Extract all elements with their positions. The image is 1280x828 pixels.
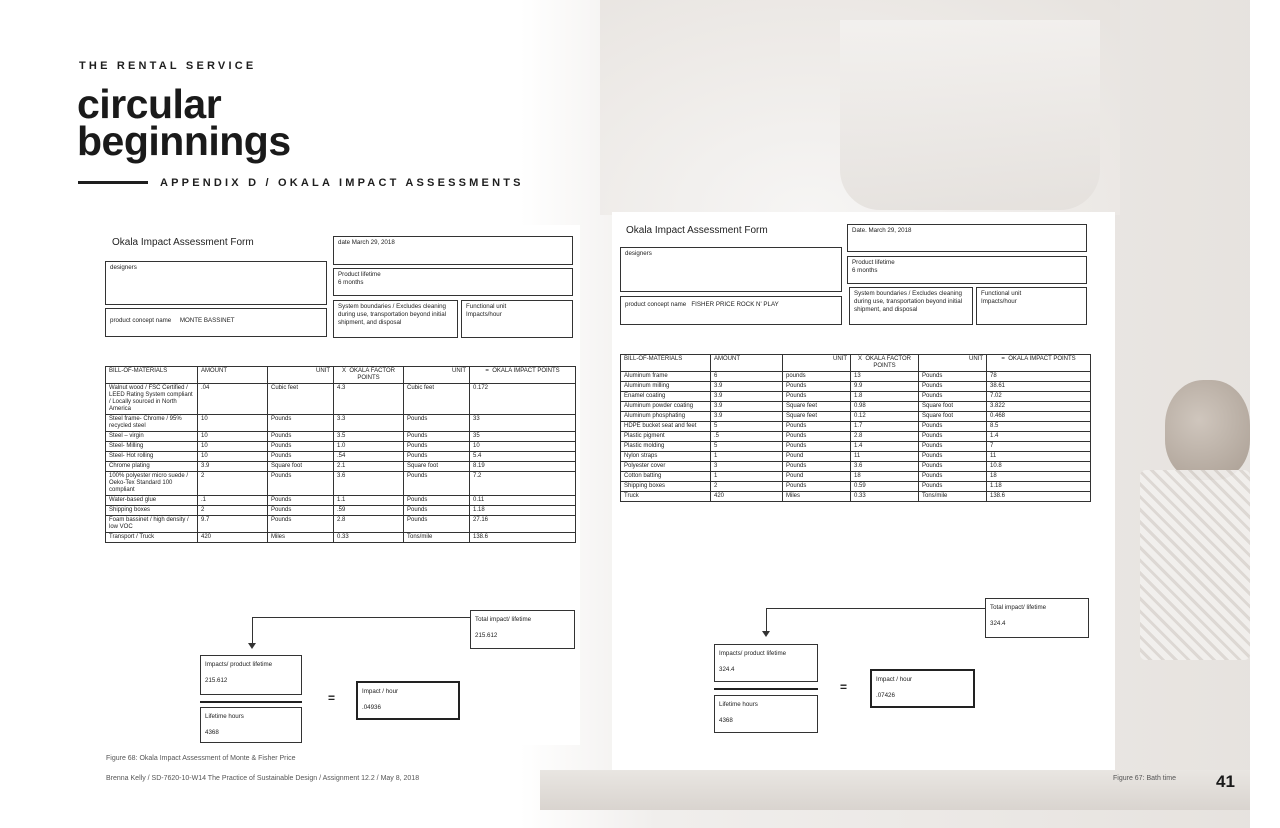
impact-cell: 33 (470, 415, 576, 432)
material-cell: Polyester cover (621, 462, 711, 472)
amount-cell: 420 (198, 533, 268, 543)
table-row (621, 452, 1091, 462)
material-cell: Aluminum frame (621, 372, 711, 382)
material-cell: Foam bassinet / high density / low VOC (106, 516, 198, 533)
impact-cell: 1.4 (987, 432, 1091, 442)
header-factor (851, 355, 919, 372)
title-rule (78, 181, 148, 184)
header-factor (334, 367, 404, 384)
factor-unit-cell: Pounds (919, 462, 987, 472)
total-impact-value: 215.612 (475, 632, 498, 639)
iph-label: Impact / hour (876, 676, 913, 683)
title-line-1: circular (77, 81, 222, 127)
material-cell: Steel- Milling (106, 442, 198, 452)
unit-cell: Square foot (268, 462, 334, 472)
factor-unit-cell: Pounds (919, 422, 987, 432)
date-box (847, 224, 1087, 252)
material-cell: Nylon straps (621, 452, 711, 462)
lifetime-label: Product lifetime (338, 271, 381, 278)
factor-unit-cell: Pounds (404, 442, 470, 452)
header-impact (987, 355, 1091, 372)
unit-cell: Pounds (268, 516, 334, 533)
material-cell: Steel frame- Chrome / 95% recycled steel (106, 415, 198, 432)
header-impact (470, 367, 576, 384)
amount-cell: 3.9 (711, 392, 783, 402)
amount-cell: 5 (711, 422, 783, 432)
impact-cell: 10 (470, 442, 576, 452)
unit-cell: Pound (783, 472, 851, 482)
arrow-horizontal (252, 617, 470, 618)
amount-cell: 3 (711, 462, 783, 472)
amount-cell: .04 (198, 384, 268, 415)
material-cell: Steel- Hot rolling (106, 452, 198, 462)
hours-label: Lifetime hours (719, 701, 758, 708)
impact-cell: 78 (987, 372, 1091, 382)
header-impact-label: OKALA IMPACT POINTS (492, 368, 560, 374)
figure-caption: Figure 68: Okala Impact Assessment of Monte & Fisher Price (106, 755, 296, 762)
impact-cell: 38.61 (987, 382, 1091, 392)
material-cell: Cotton batting (621, 472, 711, 482)
factor-cell: 0.33 (851, 492, 919, 502)
header-bom: BILL-OF-MATERIALS (106, 367, 198, 384)
background-photo-toy (1165, 380, 1250, 480)
material-cell: Shipping boxes (106, 506, 198, 516)
ppl-value: 324.4 (719, 666, 735, 673)
page-number: 41 (1216, 772, 1235, 791)
table-row (621, 442, 1091, 452)
total-impact-box (985, 598, 1089, 638)
table-row (106, 462, 576, 472)
form-right (612, 212, 1115, 770)
amount-cell: 5 (711, 442, 783, 452)
amount-cell: 3.9 (711, 382, 783, 392)
date-box (333, 236, 573, 265)
material-cell: Aluminum milling (621, 382, 711, 392)
factor-unit-cell: Pounds (404, 415, 470, 432)
amount-cell: 10 (198, 415, 268, 432)
material-cell: 100% polyester micro suede / Oeko-Tex Standard 100 compliant (106, 472, 198, 496)
factor-cell: 2.1 (334, 462, 404, 472)
impact-cell: 8.19 (470, 462, 576, 472)
lifetime-label: Product lifetime (852, 259, 895, 266)
impact-cell: 27.16 (470, 516, 576, 533)
header-equals: = (1001, 356, 1005, 362)
page-title (77, 81, 291, 164)
factor-unit-cell: Pounds (919, 382, 987, 392)
table-row (621, 382, 1091, 392)
total-impact-label: Total impact/ lifetime (990, 604, 1047, 611)
unit-cell: pounds (783, 372, 851, 382)
unit-cell: Pounds (783, 462, 851, 472)
equals-sign: = (840, 680, 848, 694)
arrow-vertical (252, 617, 253, 645)
table-row (106, 442, 576, 452)
header-unit-2: UNIT (404, 367, 470, 384)
factor-cell: 1.1 (334, 496, 404, 506)
unit-cell: Miles (783, 492, 851, 502)
fraction-bar (200, 701, 302, 703)
factor-unit-cell: Pounds (919, 472, 987, 482)
page-margin (1250, 0, 1280, 828)
factor-unit-cell: Pounds (404, 516, 470, 533)
impact-cell: 0.172 (470, 384, 576, 415)
table-row (621, 462, 1091, 472)
table-row (106, 506, 576, 516)
unit-cell: Pounds (268, 496, 334, 506)
boundaries-text: System boundaries / Excludes cleaning during use, transportation beyond initial shipment, and disposal (338, 303, 447, 326)
table-row (106, 533, 576, 543)
impact-cell: 0.11 (470, 496, 576, 506)
factor-unit-cell: Square foot (404, 462, 470, 472)
designers-label: designers (625, 250, 652, 257)
header-x: X (858, 356, 863, 362)
total-impact-value: 324.4 (990, 620, 1006, 627)
factor-cell: 13 (851, 372, 919, 382)
table-row (106, 496, 576, 506)
impact-cell: 7 (987, 442, 1091, 452)
impact-cell: 138.6 (987, 492, 1091, 502)
factor-unit-cell: Tons/mile (919, 492, 987, 502)
unit-cell: Pound (783, 452, 851, 462)
material-cell: Aluminum powder coating (621, 402, 711, 412)
total-impact-box (470, 610, 575, 649)
header-factor-label: OKALA FACTOR POINTS (865, 356, 911, 369)
factor-cell: 3.5 (334, 432, 404, 442)
header-impact-label: OKALA IMPACT POINTS (1008, 356, 1076, 362)
material-cell: Shipping boxes (621, 482, 711, 492)
impact-per-hour-box (356, 681, 460, 720)
ppl-label: Impacts/ product lifetime (719, 650, 787, 657)
functional-value: Impacts/hour (981, 298, 1017, 305)
lifetime-hours-box (200, 707, 302, 743)
unit-cell: Square feet (783, 402, 851, 412)
factor-unit-cell: Pounds (404, 472, 470, 496)
header-amount: AMOUNT (198, 367, 268, 384)
table-row (106, 472, 576, 496)
amount-cell: 3.9 (198, 462, 268, 472)
impact-cell: 138.6 (470, 533, 576, 543)
amount-cell: 1 (711, 472, 783, 482)
table-row (621, 412, 1091, 422)
title-line-2: beginnings (77, 118, 291, 164)
concept-label: product concept name (625, 301, 687, 308)
table-row (106, 384, 576, 415)
amount-cell: 2 (711, 482, 783, 492)
table-row (621, 492, 1091, 502)
factor-cell: 1.4 (851, 442, 919, 452)
amount-cell: 3.9 (711, 402, 783, 412)
table-row (621, 472, 1091, 482)
functional-box (976, 287, 1087, 325)
unit-cell: Pounds (783, 392, 851, 402)
unit-cell: Pounds (783, 422, 851, 432)
designers-label: designers (110, 264, 137, 271)
unit-cell: Cubic feet (268, 384, 334, 415)
factor-unit-cell: Pounds (404, 452, 470, 462)
hours-value: 4368 (719, 717, 733, 724)
date-text: Date. March 29, 2018 (852, 227, 912, 234)
amount-cell: 2 (198, 506, 268, 516)
factor-cell: .54 (334, 452, 404, 462)
table-row (106, 452, 576, 462)
material-cell: Aluminum phosphating (621, 412, 711, 422)
factor-cell: 1.8 (851, 392, 919, 402)
factor-cell: 2.8 (851, 432, 919, 442)
lifetime-box (333, 268, 573, 296)
header-unit-2: UNIT (919, 355, 987, 372)
impact-cell: 7.2 (470, 472, 576, 496)
table-row (621, 402, 1091, 412)
factor-cell: 1.7 (851, 422, 919, 432)
form-title: Okala Impact Assessment Form (626, 225, 768, 236)
material-cell: Truck (621, 492, 711, 502)
factor-unit-cell: Pounds (404, 506, 470, 516)
lifetime-hours-box (714, 695, 818, 733)
factor-unit-cell: Pounds (919, 392, 987, 402)
background-photo-cloth (840, 20, 1100, 210)
lifetime-value: 6 months (338, 279, 364, 286)
factor-cell: 9.9 (851, 382, 919, 392)
factor-cell: 1.0 (334, 442, 404, 452)
impact-cell: 1.18 (470, 506, 576, 516)
appendix-subtitle: APPENDIX D / OKALA IMPACT ASSESSMENTS (160, 177, 524, 189)
factor-cell: 3.6 (851, 462, 919, 472)
date-text: date March 29, 2018 (338, 239, 395, 246)
arrow-down-icon (248, 643, 256, 649)
bom-table (620, 354, 1091, 502)
factor-cell: 3.6 (334, 472, 404, 496)
ppl-value: 215.612 (205, 677, 228, 684)
table-row (621, 482, 1091, 492)
amount-cell: 10 (198, 432, 268, 442)
unit-cell: Pounds (268, 415, 334, 432)
factor-unit-cell: Pounds (404, 496, 470, 506)
factor-cell: .59 (334, 506, 404, 516)
unit-cell: Pounds (268, 452, 334, 462)
amount-cell: 420 (711, 492, 783, 502)
designers-box (620, 247, 842, 292)
arrow-down-icon (762, 631, 770, 637)
amount-cell: .5 (711, 432, 783, 442)
concept-box (620, 296, 842, 325)
material-cell: Steel – virgin (106, 432, 198, 442)
factor-cell: 4.3 (334, 384, 404, 415)
impact-cell: 35 (470, 432, 576, 442)
impact-cell: 3.822 (987, 402, 1091, 412)
material-cell: Plastic pigment (621, 432, 711, 442)
bom-header-row (621, 355, 1091, 372)
amount-cell: 9.7 (198, 516, 268, 533)
functional-label: Functional unit (466, 303, 507, 310)
impact-cell: 18 (987, 472, 1091, 482)
amount-cell: 10 (198, 452, 268, 462)
product-lifetime-impact-box (714, 644, 818, 682)
hours-label: Lifetime hours (205, 713, 244, 720)
impact-cell: 1.18 (987, 482, 1091, 492)
bom-table (105, 366, 576, 543)
unit-cell: Square feet (783, 412, 851, 422)
table-row (621, 392, 1091, 402)
header-x: X (342, 368, 347, 374)
material-cell: Water-based glue (106, 496, 198, 506)
amount-cell: .1 (198, 496, 268, 506)
factor-unit-cell: Pounds (919, 452, 987, 462)
factor-unit-cell: Tons/mile (404, 533, 470, 543)
factor-unit-cell: Square foot (919, 402, 987, 412)
functional-value: Impacts/hour (466, 311, 502, 318)
form-title: Okala Impact Assessment Form (112, 237, 254, 248)
material-cell: Transport / Truck (106, 533, 198, 543)
functional-box (461, 300, 573, 338)
amount-cell: 1 (711, 452, 783, 462)
total-impact-label: Total impact/ lifetime (475, 616, 532, 623)
iph-label: Impact / hour (362, 688, 399, 695)
fraction-bar (714, 688, 818, 690)
bom-header-row (106, 367, 576, 384)
concept-value: FISHER PRICE ROCK N' PLAY (691, 301, 779, 308)
factor-unit-cell: Cubic feet (404, 384, 470, 415)
material-cell: Enamel coating (621, 392, 711, 402)
material-cell: Chrome plating (106, 462, 198, 472)
material-cell: Walnut wood / FSC Certified / LEED Rating System compliant / Locally sourced in North America (106, 384, 198, 415)
amount-cell: 2 (198, 472, 268, 496)
iph-value: .04936 (362, 704, 381, 711)
factor-cell: 11 (851, 452, 919, 462)
factor-cell: 0.12 (851, 412, 919, 422)
table-row (106, 415, 576, 432)
equals-sign: = (328, 691, 336, 705)
boundaries-text: System boundaries / Excludes cleaning during use, transportation beyond initial shipment, and disposal (854, 290, 963, 313)
impact-cell: 10.8 (987, 462, 1091, 472)
material-cell: HDPE bucket seat and feet (621, 422, 711, 432)
factor-cell: 2.8 (334, 516, 404, 533)
credit-line: Brenna Kelly / SD-7620-10-W14 The Practice of Sustainable Design / Assignment 12.2 / May 8, 2018 (106, 775, 420, 782)
material-cell: Plastic molding (621, 442, 711, 452)
section-kicker: THE RENTAL SERVICE (79, 60, 257, 72)
boundaries-box (849, 287, 973, 325)
arrow-vertical (766, 608, 767, 632)
header-bom: BILL-OF-MATERIALS (621, 355, 711, 372)
impact-cell: 0.468 (987, 412, 1091, 422)
unit-cell: Pounds (268, 432, 334, 442)
impact-cell: 7.02 (987, 392, 1091, 402)
factor-unit-cell: Pounds (404, 432, 470, 442)
unit-cell: Pounds (783, 382, 851, 392)
functional-label: Functional unit (981, 290, 1022, 297)
unit-cell: Pounds (783, 482, 851, 492)
factor-cell: 18 (851, 472, 919, 482)
unit-cell: Pounds (268, 506, 334, 516)
factor-unit-cell: Pounds (919, 432, 987, 442)
table-row (621, 432, 1091, 442)
product-lifetime-impact-box (200, 655, 302, 695)
factor-unit-cell: Pounds (919, 372, 987, 382)
designers-box (105, 261, 327, 305)
boundaries-box (333, 300, 458, 338)
header-factor-label: OKALA FACTOR POINTS (349, 368, 395, 381)
table-row (106, 516, 576, 533)
amount-cell: 3.9 (711, 412, 783, 422)
header-unit: UNIT (783, 355, 851, 372)
ppl-label: Impacts/ product lifetime (205, 661, 273, 668)
concept-label: product concept name (110, 317, 172, 324)
factor-unit-cell: Square foot (919, 412, 987, 422)
amount-cell: 10 (198, 442, 268, 452)
arrow-horizontal (766, 608, 985, 609)
concept-box (105, 308, 327, 337)
unit-cell: Pounds (268, 472, 334, 496)
unit-cell: Pounds (268, 442, 334, 452)
table-row (621, 422, 1091, 432)
figure-67-caption: Figure 67: Bath time (1113, 775, 1177, 782)
factor-cell: 0.98 (851, 402, 919, 412)
factor-cell: 0.59 (851, 482, 919, 492)
unit-cell: Miles (268, 533, 334, 543)
factor-unit-cell: Pounds (919, 482, 987, 492)
impact-per-hour-box (870, 669, 975, 708)
unit-cell: Pounds (783, 442, 851, 452)
amount-cell: 6 (711, 372, 783, 382)
table-row (106, 432, 576, 442)
header-amount: AMOUNT (711, 355, 783, 372)
concept-value: MONTE BASSINET (179, 317, 235, 324)
table-row (621, 372, 1091, 382)
factor-unit-cell: Pounds (919, 442, 987, 452)
hours-value: 4368 (205, 729, 219, 736)
factor-cell: 0.33 (334, 533, 404, 543)
iph-value: .07426 (876, 692, 895, 699)
factor-cell: 3.3 (334, 415, 404, 432)
header-equals: = (485, 368, 489, 374)
lifetime-box (847, 256, 1087, 284)
unit-cell: Pounds (783, 432, 851, 442)
background-photo-basket (1140, 470, 1250, 660)
impact-cell: 11 (987, 452, 1091, 462)
header-unit: UNIT (268, 367, 334, 384)
form-left (100, 225, 580, 745)
lifetime-value: 6 months (852, 267, 878, 274)
impact-cell: 8.5 (987, 422, 1091, 432)
impact-cell: 5.4 (470, 452, 576, 462)
